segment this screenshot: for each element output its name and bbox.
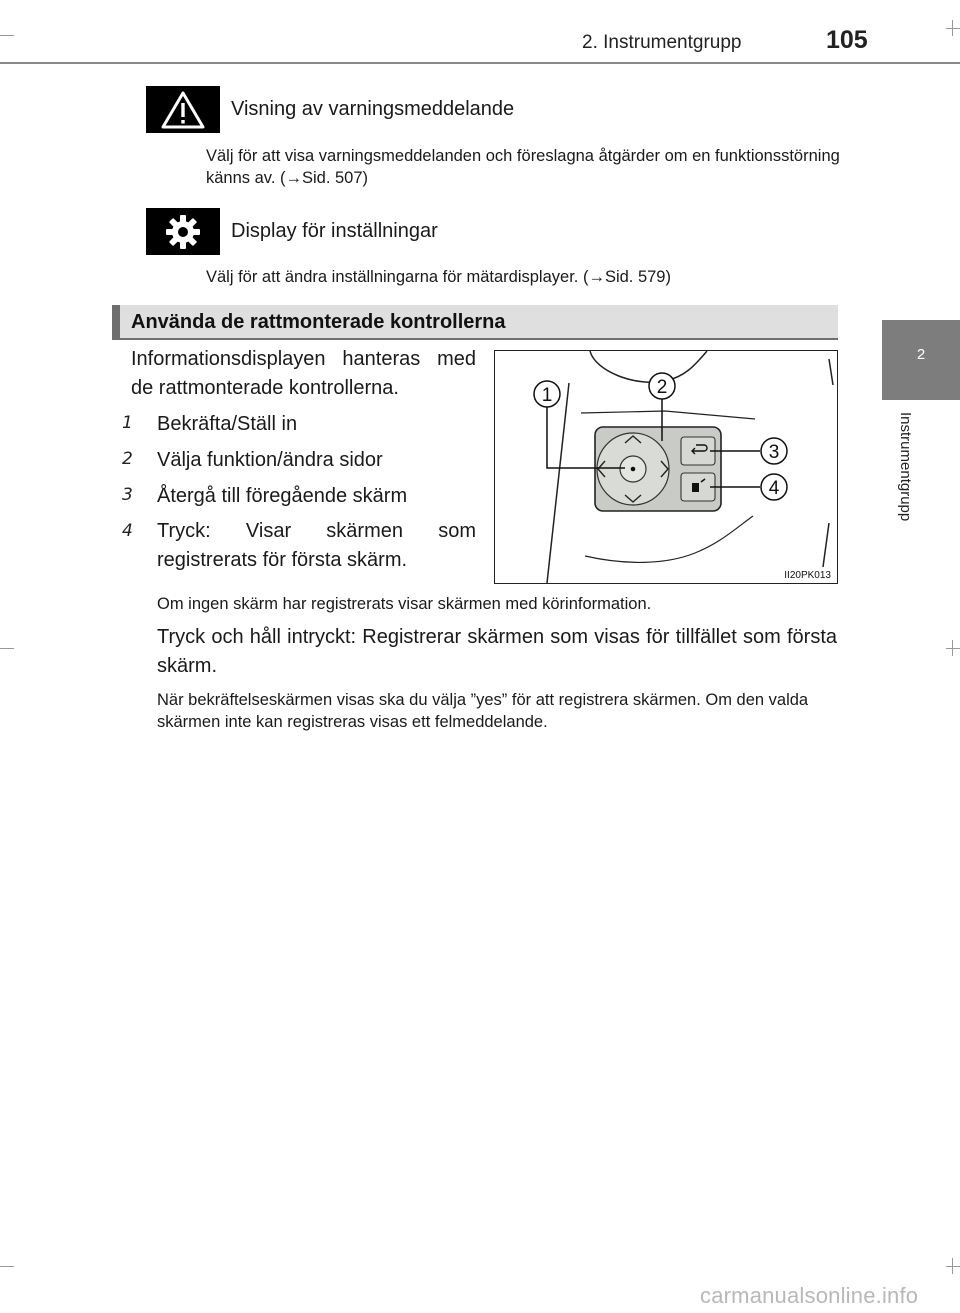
crop-mark [946,28,960,29]
section-heading-accent [112,305,120,339]
spoke-outline [581,411,755,419]
steering-wheel-controls-diagram [494,350,838,584]
crop-mark [0,648,14,649]
crop-mark [952,1258,953,1274]
settings-display-description: Välj för att ändra inställningarna för mätardisplayer. (→Sid. 579) [206,268,671,286]
spoke-outline [547,383,569,583]
list-item: Återgå till föregående skärm [157,485,408,507]
list-item: Bekräfta/Ställ in [157,413,298,435]
spoke-outline [590,351,707,382]
settings-display-title: Display för inställningar [231,220,438,242]
running-header-section: 2. Instrumentgrupp [582,32,742,53]
list-item: Tryck: Visar skärmen som registrerats för första skärm. [157,520,476,571]
section-heading-rule [112,338,838,340]
crop-mark [952,20,953,36]
section-heading: Använda de rattmonterade kontrollerna [131,311,506,333]
crop-mark [952,640,953,656]
list-item-number: 1 [122,413,133,433]
note-no-screen-registered: Om ingen skärm har registrerats visar skärmen med körinformation. [157,595,652,613]
header-divider [0,62,960,64]
callout-label: 4 [768,478,780,499]
section-intro: Informationsdisplayen hanteras med de rattmonterade kontrollerna. [131,348,476,399]
list-item-number: 4 [122,521,133,541]
press-and-hold-paragraph: Tryck och håll intryckt: Registrerar skärmen som visas för tillfället som första skärm. [157,626,837,677]
warning-triangle-icon [146,86,220,133]
list-item: Välja funktion/ändra sidor [157,449,383,471]
crop-mark [0,1266,14,1267]
list-item-number: 2 [122,449,133,469]
warning-message-title: Visning av varningsmeddelande [231,98,515,120]
gear-icon [146,208,220,255]
callout-label: 2 [656,377,668,398]
rim-outline [829,359,833,385]
crop-mark [946,648,960,649]
page-number: 105 [826,26,868,54]
note-confirmation-screen: När bekräftelseskärmen visas ska du välja ”yes” för att registrera skärmen. Om den valda skärmen inte kan registreras visas ett felmeddelande. [157,691,809,731]
ok-button-dot [631,467,636,472]
spoke-outline [585,516,753,562]
chapter-tab-number: 2 [916,346,926,363]
list-item-number: 3 [122,485,133,505]
figure-code: II20PK013 [784,570,831,581]
warning-message-description: Välj för att visa varningsmeddelanden och föreslagna åtgärder om en funktionsstörning känns av. (→Sid. 507) [206,147,840,187]
watermark: carmanualsonline.info [700,1283,919,1308]
rim-outline [823,523,829,567]
chapter-tab-label: Instrumentgrupp [897,412,914,522]
home-screen-icon [692,483,699,492]
callout-label: 3 [768,442,780,463]
crop-mark [0,35,14,36]
crop-mark [946,1266,960,1267]
callout-label: 1 [541,385,553,406]
